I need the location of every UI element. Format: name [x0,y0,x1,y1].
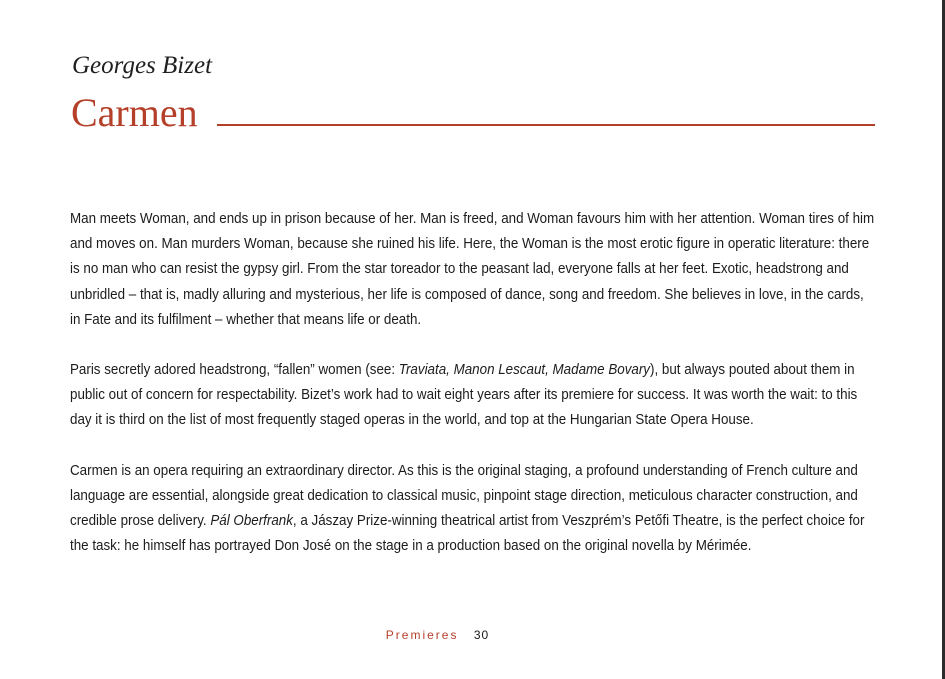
page-title: Carmen [71,90,198,135]
paragraph-1: Man meets Woman, and ends up in prison because of her. Man is freed, and Woman favours him with her attention. Woman tires of him and moves on. Man murders Woman, because she ruined his life. Here, the Woman is the most erotic figure in operatic literature: there is no man who can resist the gypsy girl. From the star toreador to the peasant lad, everyone falls at her feet. Exotic, headstrong and unbridled – that is, madly alluring and mysterious, her life is composed of dance, song and freedom. She believes in love, in the cards, in Fate and its fulfilment – whether that means life or death. [70,211,875,328]
paragraph-3-text-a: Carmen is an opera requiring an extraordinary director. As this is the original staging, a profound understanding of French culture and language are essential, alongside great dedication to classical music, pinpoint stage direction, meticulous character construction, and credible prose delivery. [70,462,858,530]
paragraph-2-italic-titles: Traviata, Manon Lescaut, Madame Bovary [398,362,650,379]
paragraph-2 [70,358,875,434]
page-number: 30 [473,628,490,642]
paragraph-3-text-b: , a Jászay Prize-winning theatrical artist from Veszprém’s Petőfi Theatre, is the perfect choice for the task: he himself has portrayed Don José on the stage in a production based on the original novella by Mérimée. [70,513,865,555]
paragraph-3-italic-name: Pál Oberfrank [210,513,293,530]
page-footer [0,628,945,642]
paragraph-3 [70,459,875,560]
composer-name: Georges Bizet [72,52,213,79]
paragraph-2-text-a: Paris secretly adored headstrong, “fallen” women (see: [70,362,399,379]
paragraph-2-text-b: ), but always pouted about them in public out of concern for respectability. Bizet’s work had to wait eight years after its premiere for success. It was worth the wait: to this day it is third on the list of most frequently staged operas in the world, and top at the Hungarian State Opera House. [70,362,858,429]
title-rule [217,124,875,126]
footer-section-label: Premieres [385,628,459,642]
title-row [71,88,875,138]
article-body [70,207,875,584]
